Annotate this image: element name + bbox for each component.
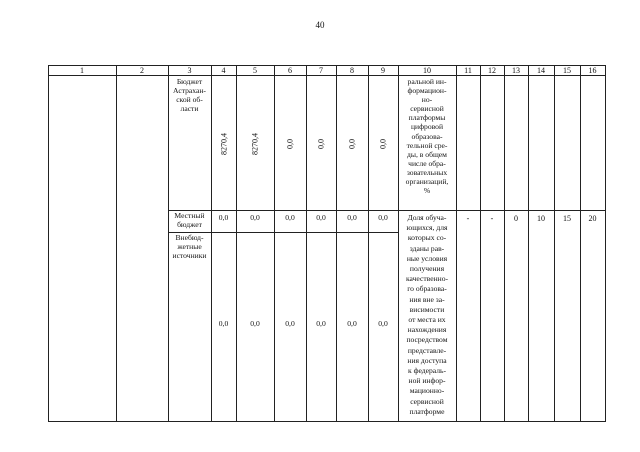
col-line-6 bbox=[306, 65, 307, 422]
value-offbudget-col6: 0,0 bbox=[285, 319, 295, 328]
page-number: 40 bbox=[315, 20, 325, 30]
indicator-line: получения bbox=[409, 264, 445, 274]
indicator-line: образова- bbox=[411, 131, 443, 141]
col-line-5 bbox=[274, 65, 275, 422]
col-line-14 bbox=[554, 65, 555, 422]
indicator-line: сервисной bbox=[410, 396, 444, 406]
indicator-line: ния доступа bbox=[407, 355, 447, 365]
source-offbudget bbox=[168, 233, 211, 260]
indicator-1-text bbox=[398, 77, 456, 195]
indicator-line: платформе bbox=[409, 406, 445, 416]
value-offbudget-col9: 0,0 bbox=[378, 319, 388, 328]
col-line-11 bbox=[480, 65, 481, 422]
header-col-2: 2 bbox=[140, 66, 144, 75]
source-line: ласти bbox=[180, 104, 199, 114]
program-table bbox=[48, 65, 606, 421]
indicator-line: зовательных bbox=[406, 167, 448, 177]
source-line: источники bbox=[172, 251, 207, 261]
header-col-4: 4 bbox=[221, 66, 226, 75]
indicator-line: % bbox=[423, 186, 431, 196]
col-line-7 bbox=[336, 65, 337, 422]
col-line-1 bbox=[116, 65, 117, 422]
header-col-15: 15 bbox=[563, 66, 571, 75]
indicator-2-text bbox=[398, 213, 456, 417]
target-col14: 10 bbox=[537, 214, 545, 223]
indicator-line: ной инфор- bbox=[408, 376, 446, 386]
value-offbudget-col4: 0,0 bbox=[218, 319, 229, 328]
col-line-13 bbox=[528, 65, 529, 422]
value-local-col8: 0,0 bbox=[347, 213, 357, 222]
indicator-line: к федераль- bbox=[407, 366, 447, 376]
indicator-line: го образова- bbox=[407, 284, 447, 294]
value-local-col6: 0,0 bbox=[285, 213, 295, 222]
col-line-16 bbox=[605, 65, 606, 422]
source-line: Внебюд- bbox=[175, 233, 204, 242]
header-col-12: 12 bbox=[488, 66, 496, 75]
indicator-line: но- bbox=[421, 95, 433, 105]
indicator-line: ральной ин- bbox=[407, 77, 447, 86]
target-col13: 0 bbox=[514, 214, 518, 223]
target-col12: - bbox=[490, 214, 494, 223]
value-region-col9: 0,0 bbox=[378, 139, 388, 149]
indicator-line: ющихся, для bbox=[406, 223, 448, 233]
source-line: Астрахан- bbox=[173, 86, 206, 96]
source-line: бюджет bbox=[177, 220, 202, 230]
col-line-10 bbox=[456, 65, 457, 422]
indicator-line: цифровой bbox=[410, 122, 444, 132]
indicator-line: числе обра- bbox=[408, 158, 446, 168]
source-regional-budget bbox=[168, 77, 211, 113]
value-local-col9: 0,0 bbox=[378, 213, 388, 222]
col-line-12 bbox=[504, 65, 505, 422]
value-local-col7: 0,0 bbox=[316, 213, 326, 222]
header-col-8: 8 bbox=[350, 66, 354, 75]
indicator-line: сервисной bbox=[410, 104, 444, 114]
indicator-line: посредством bbox=[406, 335, 448, 345]
target-col15: 15 bbox=[563, 214, 571, 223]
indicator-line: платформы bbox=[408, 113, 446, 123]
value-offbudget-col7: 0,0 bbox=[316, 319, 326, 328]
header-col-13: 13 bbox=[512, 66, 520, 75]
indicator-line: ды, в общем bbox=[407, 149, 447, 159]
value-region-col5: 8270,4 bbox=[250, 133, 260, 155]
header-col-10: 10 bbox=[423, 66, 431, 75]
indicator-line: формацион- bbox=[407, 86, 447, 96]
source-line: Бюджет bbox=[176, 77, 203, 86]
value-local-col5: 0,0 bbox=[250, 213, 260, 222]
header-col-6: 6 bbox=[288, 66, 292, 75]
header-col-7: 7 bbox=[319, 66, 323, 75]
indicator-line: нахождения bbox=[407, 325, 447, 335]
indicator-line: представле- bbox=[407, 345, 447, 355]
indicator-line: ные условия bbox=[406, 253, 448, 263]
indicator-line: зданы рав- bbox=[409, 243, 445, 253]
indicator-line: висимости bbox=[409, 304, 445, 314]
value-local-col4: 0,0 bbox=[218, 213, 229, 222]
indicator-divider bbox=[398, 210, 606, 211]
header-col-9: 9 bbox=[381, 66, 385, 75]
value-region-col7: 0,0 bbox=[316, 139, 326, 149]
value-region-col4: 8270,4 bbox=[219, 133, 229, 155]
source-line: Местный bbox=[174, 211, 205, 220]
source-line: ской об- bbox=[176, 95, 203, 105]
indicator-line: Доля обуча- bbox=[407, 213, 447, 222]
header-col-14: 14 bbox=[537, 66, 545, 75]
header-col-11: 11 bbox=[464, 66, 472, 75]
source-line: жетные bbox=[177, 242, 202, 252]
value-region-col8: 0,0 bbox=[347, 139, 357, 149]
indicator-line: которых со- bbox=[407, 233, 447, 243]
target-col16: 20 bbox=[588, 214, 597, 223]
header-col-5: 5 bbox=[253, 66, 257, 75]
header-col-3: 3 bbox=[187, 66, 192, 75]
indicator-line: от места их bbox=[408, 315, 446, 325]
indicator-line: тельной сре- bbox=[406, 140, 448, 150]
col-line-8 bbox=[368, 65, 369, 422]
col-line-3 bbox=[211, 65, 212, 422]
col-line-15 bbox=[580, 65, 581, 422]
value-offbudget-col5: 0,0 bbox=[250, 319, 260, 328]
indicator-line: мационно- bbox=[409, 386, 445, 396]
col-line-0 bbox=[48, 65, 49, 422]
indicator-line: качественно- bbox=[405, 274, 449, 284]
value-region-col6: 0,0 bbox=[285, 139, 295, 149]
indicator-line: ния вне за- bbox=[409, 294, 445, 304]
col-line-4 bbox=[236, 65, 237, 422]
table-border-bottom bbox=[48, 421, 606, 422]
target-col11: - bbox=[466, 214, 470, 223]
indicator-line: организаций, bbox=[405, 177, 449, 187]
header-col-16: 16 bbox=[588, 66, 597, 75]
header-col-1: 1 bbox=[80, 66, 84, 75]
source-local-budget bbox=[168, 211, 211, 229]
value-offbudget-col8: 0,0 bbox=[347, 319, 357, 328]
